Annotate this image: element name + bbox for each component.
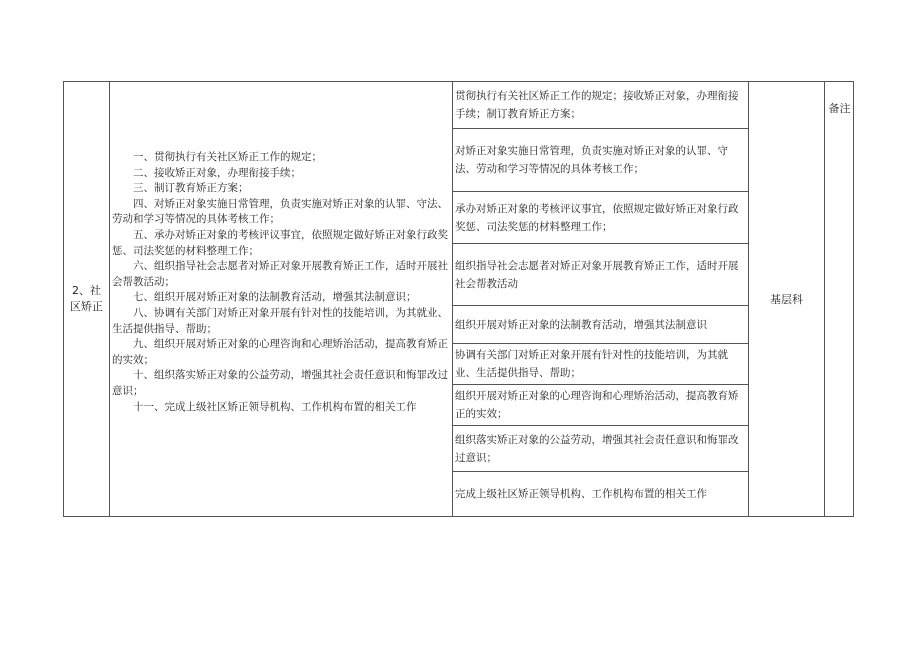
content-line: 四、对矫正对象实施日常管理，负责实施对矫正对象的认罪、守法、劳动和学习等情况的具体考核工作； [112, 197, 448, 226]
department-label: 基层科 [770, 293, 803, 306]
content-cell [110, 150, 452, 415]
content-line: 三、制订教育矫正方案； [133, 182, 249, 195]
split-item-row [453, 129, 748, 192]
split-item-row [453, 306, 748, 344]
split-item-row [453, 385, 748, 426]
split-item-text: 组织开展对矫正对象的法制教育活动，增强其法制意识 [455, 318, 707, 331]
content-line: 九、组织开展对矫正对象的心理咨询和心理矫治活动，提高教育矫正的实效； [112, 338, 448, 366]
note-label: 备注 [828, 102, 851, 115]
split-item-row [453, 192, 748, 244]
split-item-text: 完成上级社区矫正领导机构、工作机构布置的相关工作 [455, 488, 707, 500]
content-line: 六、组织指导社会志愿者对矫正对象开展教育矫正工作，适时开展社会帮教活动； [112, 260, 448, 288]
split-cell [453, 82, 748, 516]
split-item-text: 贯彻执行有关社区矫正工作的规定；接收矫正对象，办理衔接手续；制订教育矫正方案； [455, 90, 739, 120]
duty-table [63, 81, 854, 517]
content-line: 十一、完成上级社区矫正领导机构、工作机构布置的相关工作 [133, 400, 417, 413]
split-item-row [453, 344, 748, 385]
content-line: 八、协调有关部门对矫正对象开展有针对性的技能培训，为其就业、生活提供指导、帮助； [112, 306, 448, 335]
split-item-row [453, 82, 748, 129]
split-item-text: 对矫正对象实施日常管理，负责实施对矫正对象的认罪、守法、劳动和学习等情况的具体考核工作； [455, 145, 728, 175]
split-item-text: 组织指导社会志愿者对矫正对象开展教育矫正工作，适时开展社会帮教活动 [455, 259, 739, 290]
split-item-row [453, 472, 748, 516]
department-cell [749, 82, 824, 516]
content-line: 十、组织落实矫正对象的公益劳动，增强其社会责任意识和悔罪改过意识； [112, 369, 448, 397]
split-item-row [453, 426, 748, 472]
content-line: 二、接收矫正对象，办理衔接手续； [133, 166, 301, 179]
split-item-text: 组织开展对矫正对象的心理咨询和心理矫治活动，提高教育矫正的实效； [455, 390, 739, 420]
content-line: 一、贯彻执行有关社区矫正工作的规定； [133, 151, 322, 163]
split-item-text: 承办对矫正对象的考核评议事宜，依照规定做好矫正对象行政奖惩、司法奖惩的材料整理工作； [455, 202, 739, 233]
split-item-text: 组织落实矫正对象的公益劳动，增强其社会责任意识和悔罪改过意识； [455, 433, 739, 464]
item-label: 2、社区矫正 [70, 284, 103, 313]
note-cell [825, 100, 854, 116]
item-cell [64, 82, 109, 516]
column-divider [824, 82, 825, 516]
split-item-text: 协调有关部门对矫正对象开展有针对性的技能培训，为其就业、生活提供指导、帮助； [455, 349, 728, 379]
content-line: 七、组织开展对矫正对象的法制教育活动，增强其法制意识； [133, 291, 417, 304]
content-line: 五、承办对矫正对象的考核评议事宜，依照规定做好矫正对象行政奖惩、司法奖惩的材料整理工作； [112, 228, 448, 257]
split-item-row [453, 244, 748, 306]
